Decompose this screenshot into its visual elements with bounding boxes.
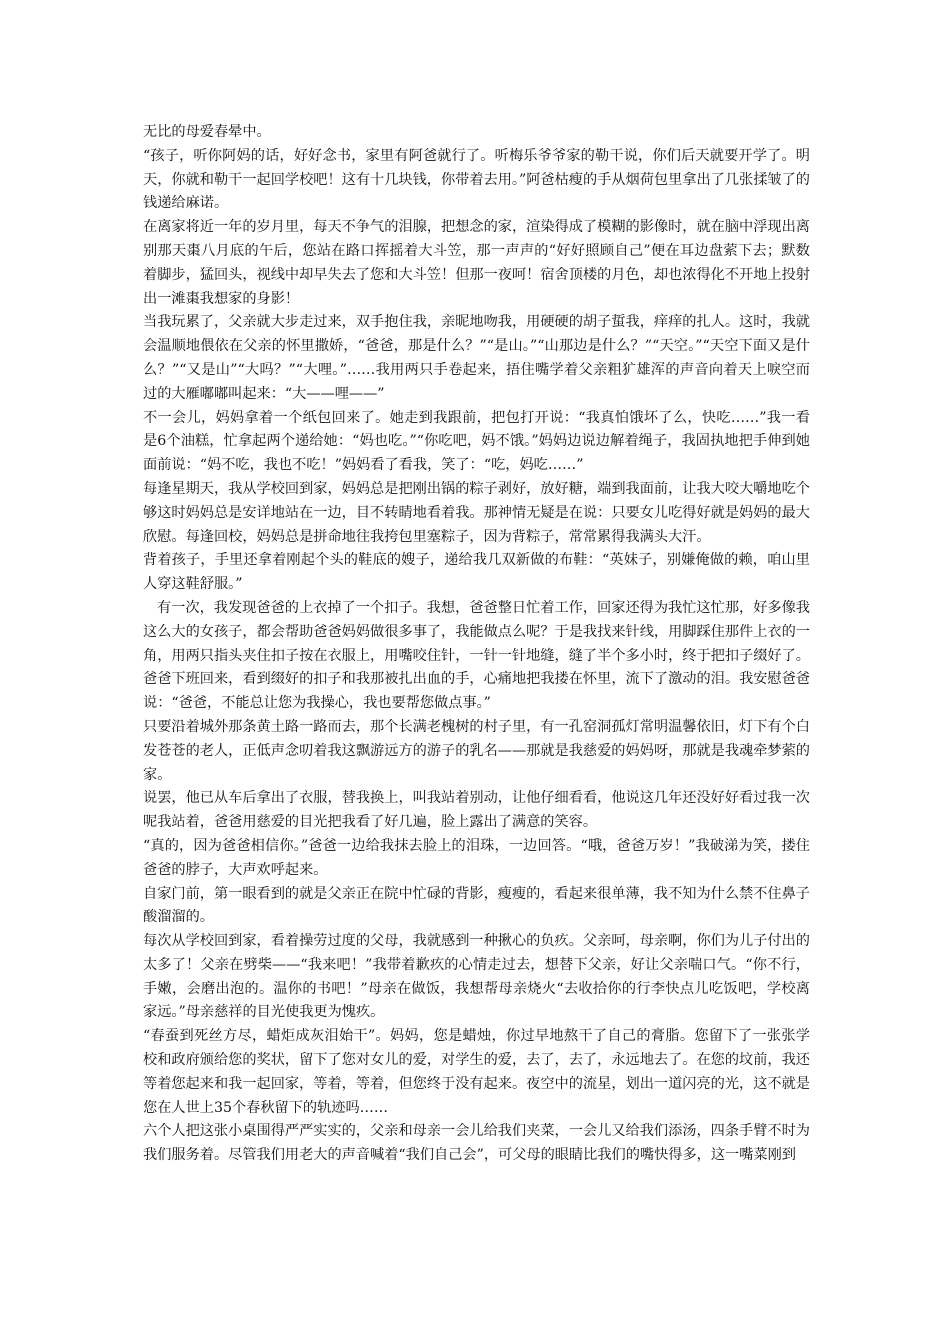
paragraph: 说罢，他已从车后拿出了衣服，替我换上，叫我站着别动，让他仔细看看，他说这几年还没好好看过我一次呢我站着，爸爸用慈爱的目光把我看了好几遍，脸上露出了满意的笑容。 xyxy=(143,790,810,831)
paragraph: 自家门前，第一眼看到的就是父亲正在院中忙碌的背影，瘦瘦的，看起来很单薄，我不知为什么禁不住鼻子酸溜溜的。 xyxy=(143,885,810,926)
paragraph: 在离家将近一年的岁月里，每天不争气的泪腺，把想念的家，渲染得成了模糊的影像时，就在脑中浮现出离别那天棗八月底的午后，您站在路口挥摇着大斗笠，那一声声的“好好照顾自己”便在耳边盘萦下去；默数着脚步，猛回头，视线中却早失去了您和大斗笠！但那一夜呵！宿舍顶楼的月色，却也浓得化不开地上投射出一滩棗我想家的身影！ xyxy=(143,219,810,307)
paragraph: “孩子，听你阿妈的话，好好念书，家里有阿爸就行了。听梅乐爷爷家的勒干说，你们后天就要开学了。明天，你就和勒干一起回学校吧！这有十几块钱，你带着去用。”阿爸枯瘦的手从烟荷包里拿出了几张揉皱了的钱递给麻诺。 xyxy=(143,147,810,212)
paragraph: 背着孩子，手里还拿着刚起个头的鞋底的嫂子，递给我几双新做的布鞋：“英妹子，别嫌俺做的赖，咱山里人穿这鞋舒服。” xyxy=(143,552,810,593)
paragraph: 不一会儿，妈妈拿着一个纸包回来了。她走到我跟前，把包打开说：“我真怕饿坏了么，快吃……”我一看是6个油糕，忙拿起两个递给她：“妈也吃。”“你吃吧，妈不饿。”妈妈边说边解着绳子，我固执地把手伸到她面前说：“妈不吃，我也不吃！”妈妈看了看我，笑了：“吃，妈吃……” xyxy=(143,409,810,474)
paragraph: “真的，因为爸爸相信你。”爸爸一边给我抹去脸上的泪珠，一边回答。“哦，爸爸万岁！”我破涕为笑，搂住爸爸的脖子，大声欢呼起来。 xyxy=(143,837,810,878)
document-page xyxy=(143,121,810,1168)
paragraph: 无比的母爱春晕中。 xyxy=(143,124,271,140)
paragraph: 每次从学校回到家，看着操劳过度的父母，我就感到一种揪心的负疚。父亲呵，母亲啊，你们为儿子付出的太多了！父亲在劈柴——“我来吧！”我带着歉疚的心情走过去，想替下父亲，好让父亲喘口气。“你不行，手嫩，会磨出泡的。温你的书吧！”母亲在做饭，我想帮母亲烧火“去收拾你的行李快点儿吃饭吧，学校离家远。”母亲慈祥的目光使我更为愧疚。 xyxy=(143,933,810,1021)
paragraph: “春蚕到死丝方尽，蜡炬成灰泪始干”。妈妈，您是蜡烛，你过早地熬干了自己的膏脂。您留下了一张张学校和政府颁给您的奖状，留下了您对女儿的爱，对学生的爱，去了，去了，永远地去了。在您的坟前，我还等着您起来和我一起回家，等着，等着，但您终于没有起来。夜空中的流星，划出一道闪亮的光，这不就是您在人世上35个春秋留下的轨迹吗…… xyxy=(143,1028,810,1116)
paragraph: 当我玩累了，父亲就大步走过来，双手抱住我，亲昵地吻我，用硬硬的胡子蜇我，痒痒的扎人。这时，我就会温顺地偎依在父亲的怀里撒娇，“爸爸，那是什么？”“是山。”“山那边是什么？”“天空。”“天空下面又是什么？”“又是山”“大吗？”“大哩。”……我用两只手卷起来，捂住嘴学着父亲粗犷雄浑的声音向着天上唳空而过的大雁嘟嘟叫起来：“大——哩——” xyxy=(143,314,810,402)
paragraph: 六个人把这张小桌围得严严实实的，父亲和母亲一会儿给我们夹菜，一会儿又给我们添汤，四条手臂不时为我们服务着。尽管我们用老大的声音喊着“我们自己会”，可父母的眼睛比我们的嘴快得多，这一嘴菜刚到 xyxy=(143,1123,810,1164)
paragraph: 只要沿着城外那条黄土路一路而去，那个长满老槐树的村子里，有一孔窑洞孤灯常明温馨依旧，灯下有个白发苍苍的老人，正低声念叨着我这飘游远方的游子的乳名——那就是我慈爱的妈妈呀，那就是我魂牵梦萦的家。 xyxy=(143,718,810,783)
paragraph: 有一次，我发现爸爸的上衣掉了一个扣子。我想，爸爸整日忙着工作，回家还得为我忙这忙那，好多像我这么大的女孩子，都会帮助爸爸妈妈做很多事了，我能做点么呢？于是我找来针线，用脚踩住那件上衣的一角，用两只指头夹住扣子按在衣服上，用嘴咬住针，一针一针地缝，缝了半个多小时，终于把扣子缀好了。爸爸下班回来，看到缀好的扣子和我那被扎出血的手，心痛地把我搂在怀里，流下了激动的泪。我安慰爸爸说：“爸爸，不能总让您为我操心，我也要帮您做点事。” xyxy=(143,599,810,712)
paragraph: 每逢星期天，我从学校回到家，妈妈总是把刚出锅的粽子剥好，放好糖，端到我面前，让我大咬大嚼地吃个够这时妈妈总是安详地站在一边，目不转睛地看着我。那神情无疑是在说：只要女儿吃得好就是妈妈的最大欣慰。每逢回校，妈妈总是拼命地往我挎包里塞粽子，因为背粽子，常常累得我满头大汗。 xyxy=(143,480,810,545)
